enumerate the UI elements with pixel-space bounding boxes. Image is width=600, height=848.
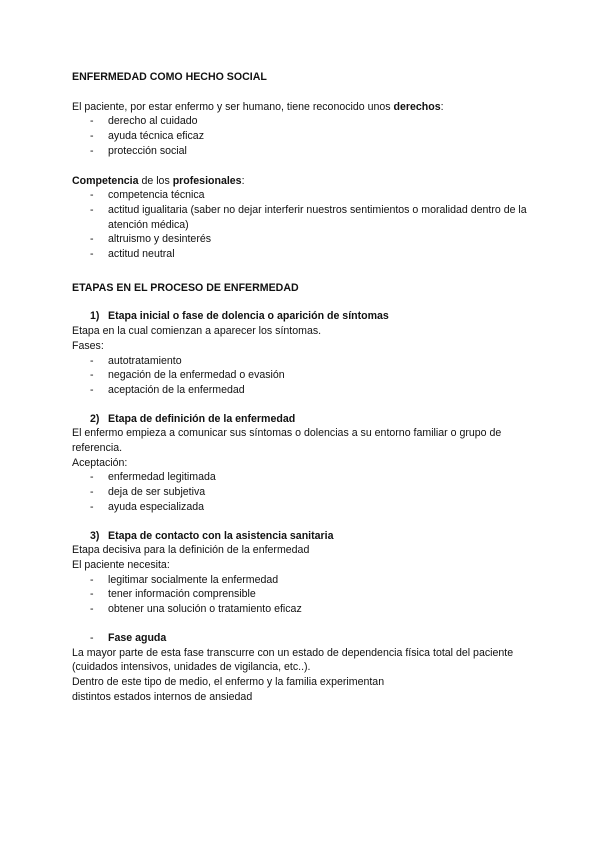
stage-3-label: El paciente necesita:	[72, 558, 170, 571]
stage-1-heading	[72, 309, 532, 324]
stage-3-list	[72, 573, 532, 617]
list-item: - ayuda técnica eficaz	[72, 129, 532, 144]
document-body	[72, 70, 532, 704]
acute-phase-para1: La mayor parte de esta fase transcurre con un estado de dependencia física total del paciente (cuidados intensivos, unidades de vigilancia, etc..).	[72, 646, 514, 674]
list-item: - obtener una solución o tratamiento eficaz	[72, 602, 532, 617]
acute-phase-marker: -	[90, 631, 94, 644]
acute-phase-title: Fase aguda	[108, 631, 167, 644]
stage-1-title: Etapa inicial o fase de dolencia o aparición de síntomas	[108, 310, 389, 323]
rights-intro-colon: :	[440, 100, 444, 113]
section-title-social: ENFERMEDAD COMO HECHO SOCIAL	[72, 71, 267, 83]
stage-2-desc: El enfermo empieza a comunicar sus síntomas o dolencias a su entorno familiar o grupo de referencia.	[72, 427, 502, 455]
list-item: - enfermedad legitimada	[72, 470, 532, 485]
competence-intro	[72, 174, 532, 189]
list-item: - aceptación de la enfermedad	[72, 383, 532, 398]
list-item: - protección social	[72, 144, 532, 159]
section-title-stages: ETAPAS EN EL PROCESO DE ENFERMEDAD	[72, 281, 299, 294]
list-item: - tener información comprensible	[72, 587, 532, 602]
rights-intro-text: El paciente, por estar enfermo y ser humano, tiene reconocido unos	[72, 100, 394, 113]
stage-3-desc: Etapa decisiva para la definición de la enfermedad	[72, 544, 310, 557]
list-item: - derecho al cuidado	[72, 114, 532, 129]
acute-phase-para2-line1: Dentro de este tipo de medio, el enfermo y la familia experimentan	[72, 675, 385, 688]
stage-2-number: 2)	[90, 412, 100, 425]
professionals-bold: profesionales	[172, 174, 242, 187]
list-item: - deja de ser subjetiva	[72, 485, 532, 500]
list-item: - autotratamiento	[72, 354, 532, 369]
stage-2-heading	[72, 412, 532, 427]
competence-colon: :	[241, 174, 245, 187]
list-item: - negación de la enfermedad o evasión	[72, 368, 532, 383]
rights-list	[72, 114, 532, 158]
stage-1-number: 1)	[90, 310, 100, 323]
stage-1-list	[72, 354, 532, 398]
list-item: - competencia técnica	[72, 188, 532, 203]
rights-intro-bold: derechos	[393, 100, 441, 113]
list-item: - altruismo y desinterés	[72, 232, 532, 247]
stage-2-title: Etapa de definición de la enfermedad	[108, 412, 296, 425]
list-item: - legitimar socialmente la enfermedad	[72, 573, 532, 588]
stage-2-list	[72, 470, 532, 514]
stage-1-label: Fases:	[72, 339, 104, 352]
list-item: - actitud igualitaria (saber no dejar interferir nuestros sentimientos o moralidad dentro de la atención médica)	[72, 203, 532, 232]
stage-3-number: 3)	[90, 529, 100, 542]
stage-1-desc: Etapa en la cual comienzan a aparecer los síntomas.	[72, 325, 322, 338]
acute-phase-para2-line2: distintos estados internos de ansiedad	[72, 690, 253, 703]
competence-mid: de los	[138, 174, 173, 187]
stage-2-label: Aceptación:	[72, 456, 128, 469]
competences-list	[72, 188, 532, 262]
stage-3-heading	[72, 529, 532, 544]
list-item: - ayuda especializada	[72, 500, 532, 515]
rights-intro	[72, 100, 532, 115]
competence-bold: Competencia	[72, 174, 139, 187]
acute-phase-heading	[72, 631, 532, 646]
list-item: - actitud neutral	[72, 247, 532, 262]
stage-3-title: Etapa de contacto con la asistencia sanitaria	[108, 529, 334, 542]
